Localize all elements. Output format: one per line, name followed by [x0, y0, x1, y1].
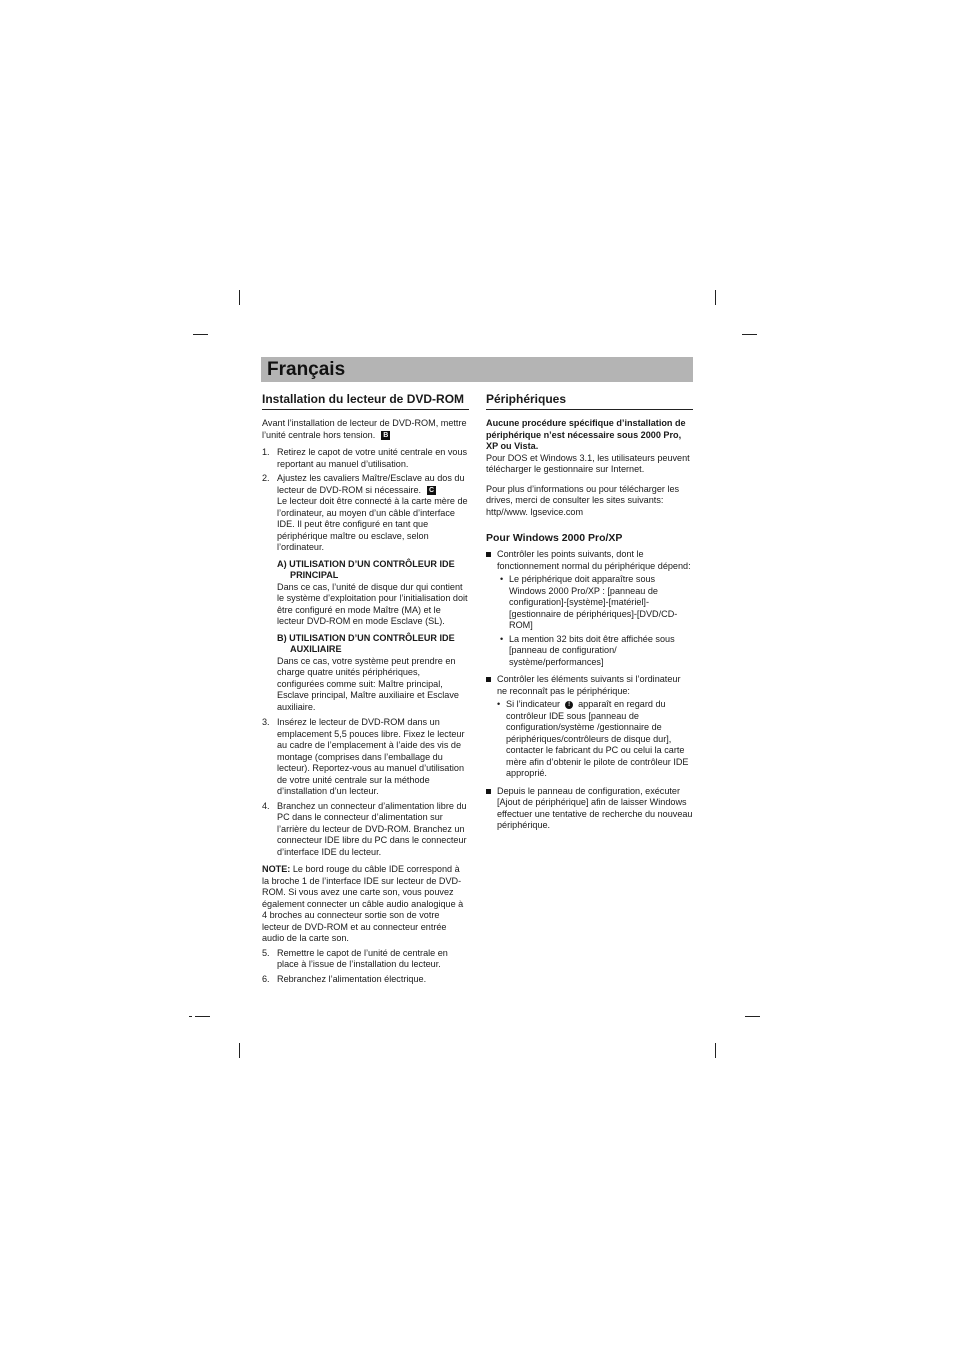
figure-ref-b: B	[383, 431, 389, 439]
crop-mark	[745, 1016, 760, 1017]
list-item: Contrôler les points suivants, dont le fonctionnement normal du périphérique dépend: • Le périphérique doit apparaître sous Windows 2000 Pro/XP : [panneau de configuration]-[système]-[matériel]-[gestionnaire de périphériques]-[DVD/CD-ROM] • La mention 32 bits doit être affichée sous [panneau de configuration/ système/performances]	[486, 549, 693, 668]
paragraph: Pour plus d’informations ou pour télécharger les drives, merci de consulter les sites suivants: http//www. lgsevice.com	[486, 483, 680, 517]
crop-mark	[189, 1016, 192, 1017]
step-item: 2. Ajustez les cavaliers Maître/Esclave au dos du lecteur de DVD-ROM si nécessaire. C Le lecteur doit être connecté à la carte mère de l’ordinateur, au moyen d’un câble d’interface IDE. Il peut être configuré en tant que périphérique maître ou esclave, selon l’ordinateur. A) UTILISATION D’UN CONTRÔLEUR IDE PRINCIPAL Dans ce cas, l’unité de disque dur qui contient le système d’exploitation pour l’initialisation doit être configuré en mode Maître (MA) et le lecteur DVD-ROM en mode Esclave (SL). B) UTILISATION D’UN CONTRÔLEUR IDE AUXILIAIRE Dans ce cas, votre système peut prendre en charge quatre unités périphériques, configurées comme suit: Maître principal, Esclave principal, Maître auxiliaire et Esclave auxiliaire.	[262, 473, 468, 712]
step-item: 1. Retirez le capot de votre unité centrale en vous reportant au manuel d’utilisation.	[262, 447, 468, 469]
subtext-a: Dans ce cas, l’unité de disque dur qui contient le système d’exploitation pour l’initialisation doit être configuré en mode Maître (MA) et le lecteur DVD-ROM en mode Esclave (SL).	[277, 581, 468, 626]
crop-mark	[239, 1043, 240, 1058]
section-title-installation: Installation du lecteur de DVD-ROM	[262, 391, 469, 410]
square-bullet-icon	[486, 552, 491, 557]
right-column	[486, 391, 693, 838]
page-title: Français	[267, 359, 346, 380]
bullet-icon: •	[500, 633, 504, 644]
intro-paragraph: Avant l’installation de lecteur de DVD-ROM, mettre l’unité centrale hors tension. B	[262, 418, 467, 440]
list-item: Depuis le panneau de configuration, exécuter [Ajout de périphérique] afin de laisser Windows effectuer une tentative de recherche du nouveau périphérique.	[486, 786, 693, 832]
bullet-icon: •	[500, 574, 504, 584]
bold-intro: Aucune procédure spécifique d’installation de périphérique n’est nécessaire sous 2000 Pro, XP ou Vista.	[486, 418, 686, 451]
windows-subtitle: Pour Windows 2000 Pro/XP	[486, 532, 623, 544]
subheading-b: B) UTILISATION D’UN CONTRÔLEUR IDE AUXILIAIRE	[277, 632, 455, 654]
subtext-b: Dans ce cas, votre système peut prendre en charge quatre unités périphériques, configurées comme suit: Maître principal, Esclave principal, Maître auxiliaire et Esclave auxiliaire.	[277, 655, 459, 712]
crop-mark	[239, 290, 240, 305]
paragraph: Pour DOS et Windows 3.1, les utilisateurs peuvent télécharger le gestionnaire sur Internet.	[486, 452, 690, 474]
bullet-icon: •	[497, 699, 501, 709]
step-item: 3. Insérez le lecteur de DVD-ROM dans un emplacement 5,5 pouces libre. Fixez le lecteur au cadre de l’emplacement à l’aide des vis de montage (comprises dans l’emballage du lecteur). Reportez-vous au manuel d’utilisation de votre unité centrale sur la méthode d’installation d’un lecteur.	[262, 717, 465, 796]
note-paragraph: NOTE: Le bord rouge du câble IDE correspond à la broche 1 de l’interface IDE sur lecteur de DVD-ROM. Si vous avez une carte son, vous pouvez également connecter un câble audio analogique à 4 broches au connecteur sortie son de votre lecteur de DVD-ROM et au connecteur entrée audio de la carte son.	[262, 864, 464, 943]
step-item: 4. Branchez un connecteur d’alimentation libre du PC dans le connecteur d’alimentation sur l’arrière du lecteur de DVD-ROM. Branchez un connecteur IDE libre du PC dans le connecteur d’interface IDE du lecteur.	[262, 800, 467, 857]
language-header-bar	[261, 357, 693, 382]
warning-indicator-icon: !	[565, 701, 573, 709]
step-item: 6. Rebranchez l’alimentation électrique.	[262, 973, 427, 984]
bullet-item: • La mention 32 bits doit être affichée sous [panneau de configuration/ système/performances]	[500, 633, 675, 667]
crop-mark	[715, 290, 716, 305]
figure-ref-c: C	[429, 486, 435, 494]
square-bullet-icon	[486, 677, 491, 682]
crop-mark	[715, 1043, 716, 1058]
step-item: 5. Remettre le capot de l’unité de centrale en place à l’issue de l’installation du lecteur.	[262, 947, 448, 969]
steps-list	[262, 948, 469, 986]
section-title-peripheriques: Périphériques	[486, 391, 693, 410]
crop-mark	[193, 334, 208, 335]
left-column	[262, 391, 469, 988]
square-bullet-icon	[486, 789, 491, 794]
crop-mark	[195, 1016, 210, 1017]
bullet-item: • Si l’indicateur ! apparaît en regard du contrôleur IDE sous [panneau de configuration/système /gestionnaire de périphériques/contrôleurs de disque dur], contacter le fabricant du PC ou celui la carte mère afin d’obtenir le pilote de contrôleur IDE approprié.	[497, 699, 689, 778]
list-item: Contrôler les éléments suivants si l’ordinateur ne reconnaît pas le périphérique: • Si l’indicateur ! apparaît en regard du contrôleur IDE sous [panneau de configuration/système /gestionnaire de périphériques/contrôleurs de disque dur], contacter le fabricant du PC ou celui la carte mère afin d’obtenir le pilote de contrôleur IDE approprié.	[486, 674, 693, 780]
steps-list	[262, 447, 469, 858]
bullet-item: • Le périphérique doit apparaître sous Windows 2000 Pro/XP : [panneau de configuration]-[système]-[matériel]-[gestionnaire de périphériques]-[DVD/CD-ROM]	[500, 574, 678, 630]
subheading-a: A) UTILISATION D’UN CONTRÔLEUR IDE PRINCIPAL	[277, 558, 455, 580]
crop-mark	[742, 334, 757, 335]
